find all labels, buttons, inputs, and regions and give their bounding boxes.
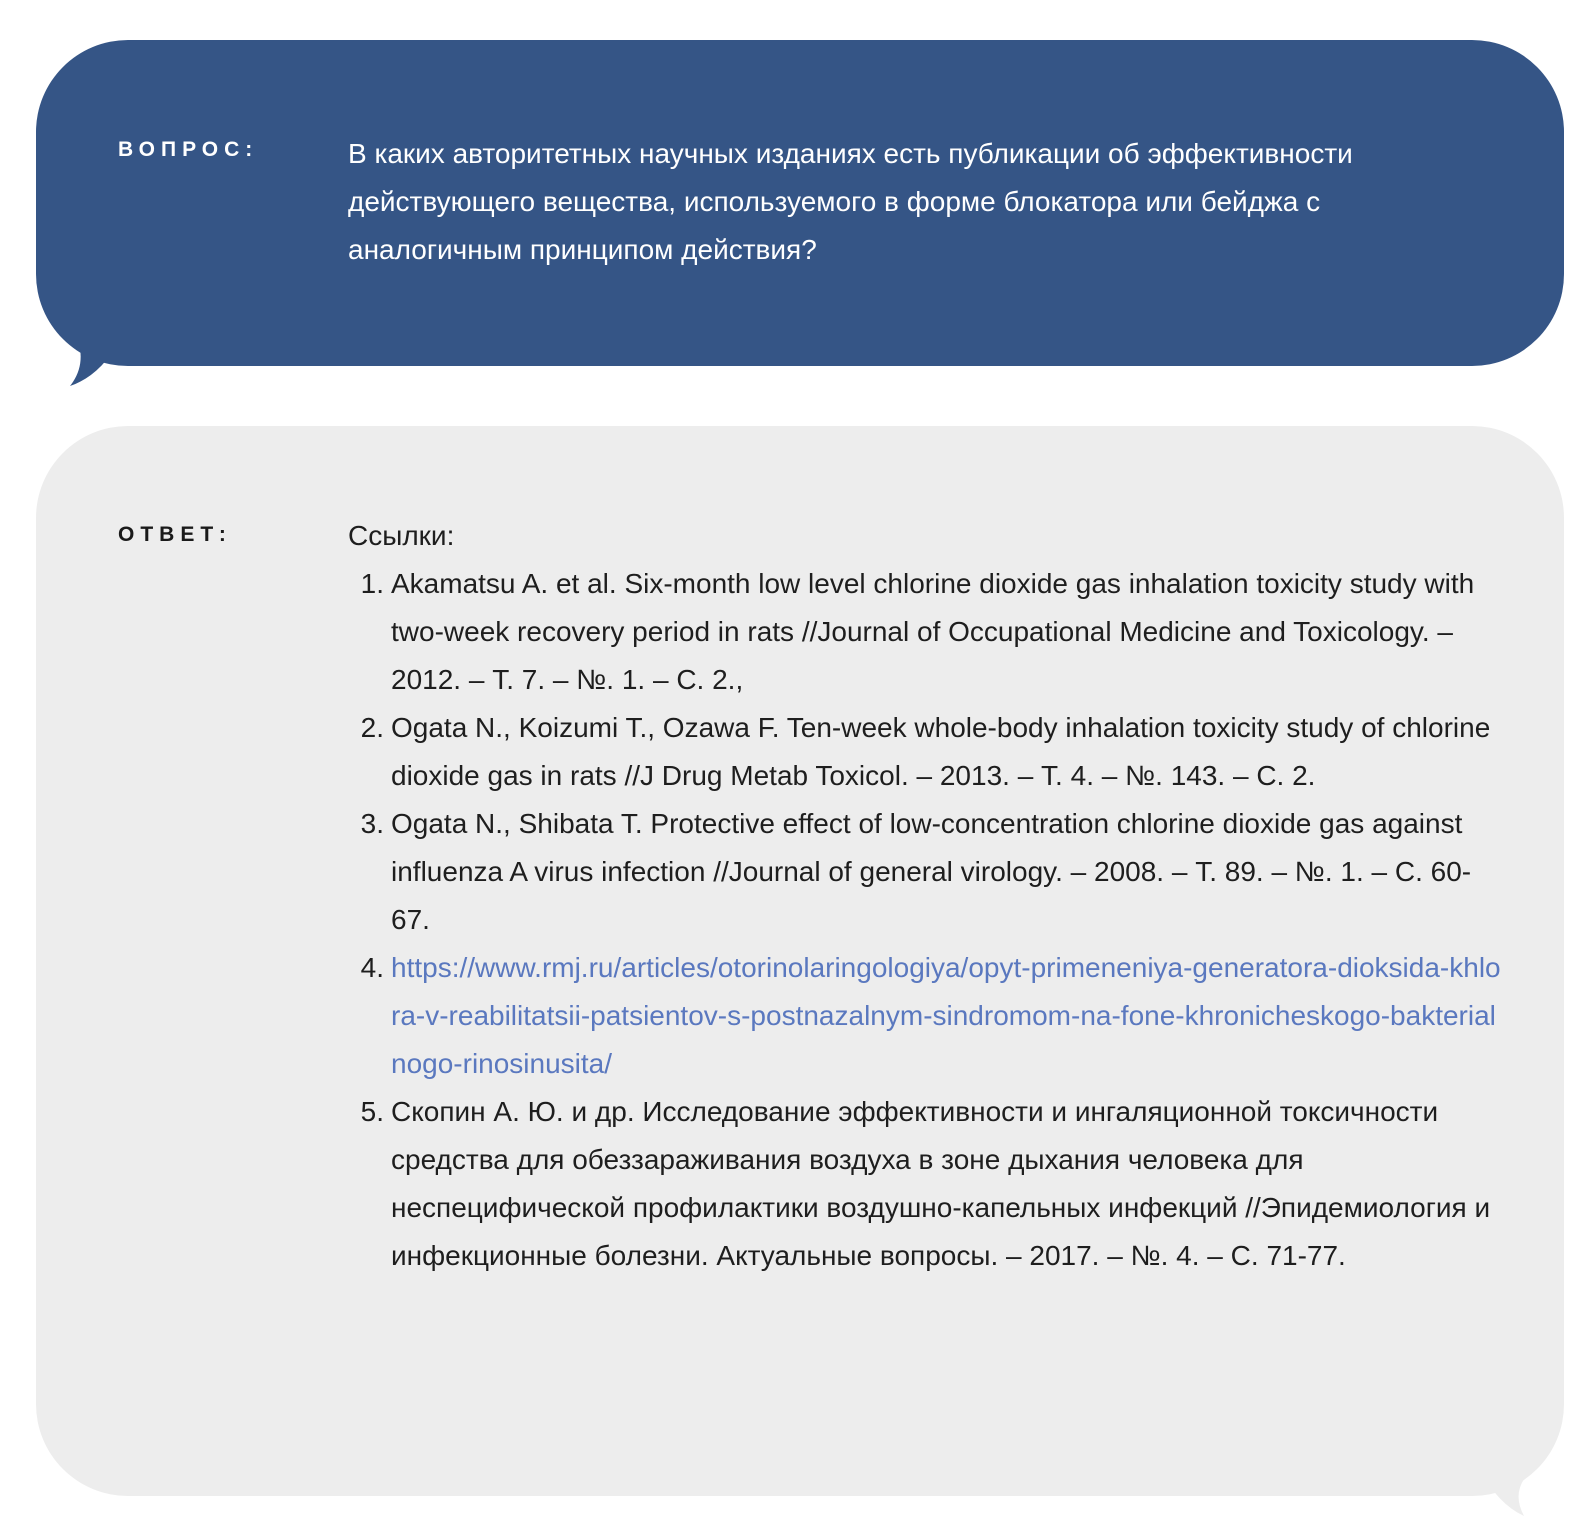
answer-bubble (36, 426, 1564, 1496)
reference-item-2 (360, 704, 1508, 800)
reference-item-4 (360, 944, 1508, 1088)
question-text: В каких авторитетных научных изданиях есть публикации об эффективности действующего вещества, используемого в форме блокатора или бейджа с аналогичным принципом действия? (348, 138, 1353, 265)
reference-text: Ogata N., Koizumi T., Ozawa F. Ten-week whole-body inhalation toxicity study of chlorine dioxide gas in rats //J Drug Metab Toxicol. – 2013. – Т. 4. – №. 143. – С. 2. (391, 712, 1491, 791)
reference-text: Ogata N., Shibata T. Protective effect of low-concentration chlorine dioxide gas against influenza A virus infection //Journal of general virology. – 2008. – Т. 89. – №. 1. – С. 60-67. (391, 808, 1472, 935)
reference-item-3 (360, 800, 1508, 944)
question-bubble (36, 40, 1564, 366)
answer-body (348, 512, 1508, 1280)
reference-link[interactable]: https://www.rmj.ru/articles/otorinolaringologiya/opyt-primeneniya-generatora-dioksida-khlora-v-reabilitatsii-patsientov-s-postnazalnym-sindromom-na-fone-khronicheskogo-bakterialnogo-rinosinusita/ (391, 952, 1501, 1079)
question-bubble-tail (70, 340, 130, 390)
reference-number: 5. (360, 1096, 384, 1127)
references-list (348, 560, 1508, 1280)
reference-item-5 (360, 1088, 1508, 1280)
reference-number: 4. (360, 952, 384, 983)
reference-item-1 (360, 560, 1508, 704)
reference-text: Скопин А. Ю. и др. Исследование эффективности и ингаляционной токсичности средства для обеззараживания воздуха в зоне дыхания человека для неспецифической профилактики воздушно-капельных инфекций //Эпидемиология и инфекционные болезни. Актуальные вопросы. – 2017. – №. 4. – С. 71-77. (391, 1096, 1491, 1271)
references-heading: Ссылки: (348, 520, 455, 551)
reference-text: Akamatsu A. et al. Six-month low level chlorine dioxide gas inhalation toxicity study with two-week recovery period in rats //Journal of Occupational Medicine and Toxicology. – 2012. – Т. 7. – №. 1. – С. 2., (391, 568, 1475, 695)
reference-number: 3. (360, 808, 384, 839)
reference-number: 2. (360, 712, 384, 743)
answer-label: ОТВЕТ: (118, 523, 232, 546)
reference-number: 1. (360, 568, 384, 599)
answer-bubble-tail (1480, 1470, 1540, 1520)
question-label: ВОПРОС: (118, 138, 259, 161)
